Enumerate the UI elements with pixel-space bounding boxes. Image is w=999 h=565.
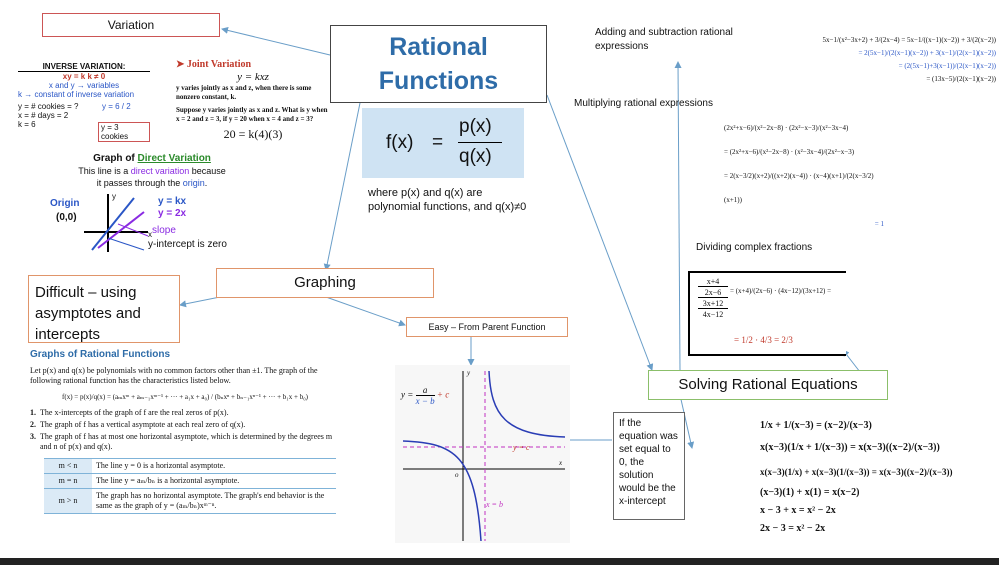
equation-work-line: x − 3 + x = x² − 2x <box>760 505 836 516</box>
graphs-rf-intro: Let p(x) and q(x) be polynomials with no common factors other than ±1. The graph of the following rational function has the characteristics listed below. <box>30 366 318 385</box>
title-line2: Functions <box>378 67 499 95</box>
inverse-line2: k → constant of inverse variation <box>18 90 135 99</box>
mult-work-line: = 1 <box>874 220 884 228</box>
equations-box <box>648 370 888 400</box>
divide-step2: = 1/2 · 4/3 = 2/3 <box>734 335 793 345</box>
direct-axis-x: x <box>148 230 152 239</box>
joint-text1: y varies jointly as x and z, when there is some nonzero constant, k. <box>176 84 312 101</box>
direct-eq1: y = kx <box>158 196 187 207</box>
direct-origin-label: Origin <box>50 198 80 209</box>
divide-den-top: 3x+12 <box>698 299 728 309</box>
asymptote-table <box>44 458 336 514</box>
intercept-note-box <box>613 412 685 520</box>
add-work-line: = 2(5x−1)/(2(x−1)(x−2)) + 3(x−1)/(2(x−1)(x−2)) <box>858 49 996 57</box>
divide-work <box>688 271 846 356</box>
direct-line2c: . <box>204 178 208 188</box>
equation-work-line: x(x−3)(1/x + 1/(x−3)) = x(x−3)((x−2)/(x−3)) <box>760 442 940 453</box>
parent-origin-label: o <box>455 471 459 479</box>
mult-work-line: = 2(x−3/2)(x+2)/((x+2)(x−4)) · (x−4)(x+1)/(2(x−3/2)(x+1)) <box>724 172 874 204</box>
equation-work-line: x(x−3)(1/x) + x(x−3)(1/(x−3)) = x(x−3)((x−2)/(x−3)) <box>760 467 953 477</box>
equations-label: Solving Rational Equations <box>678 376 858 393</box>
direct-title-a: Graph of <box>93 153 138 164</box>
intercept-note: If the equation was set equal to 0, the solution would be the x-intercept <box>619 418 678 507</box>
variation-box <box>42 13 220 37</box>
graphs-rf-item-text: The graph of f has a vertical asymptote at each real zero of q(x). <box>40 420 246 429</box>
add-work-line: = (2(5x−1)+3(x−1))/(2(x−1)(x−2)) <box>898 62 996 70</box>
formula-num: p(x) <box>459 116 492 137</box>
direct-slope: slope <box>152 225 176 236</box>
direct-axis-y: y <box>112 192 116 201</box>
formula-den: q(x) <box>459 146 492 167</box>
graphs-rf-item-text: The graph of f has at most one horizontal asymptote, which is determined by the degrees m and n of p(x) and q(x). <box>40 432 333 451</box>
variation-label: Variation <box>107 18 155 32</box>
direct-origin-point: (0,0) <box>56 212 77 223</box>
equation-work-line: (x−3)(1) + x(1) = x(x−2) <box>760 487 860 498</box>
direct-eq2: y = 2x <box>158 208 187 219</box>
table-desc: The line y = aₘ/bₙ is a horizontal asymptote. <box>92 474 336 489</box>
divide-step1: = (x+4)/(2x−6) · (4x−12)/(3x+12) = <box>730 287 832 295</box>
table-cond: m < n <box>44 459 92 474</box>
add-work-line: 5x−1/(x²−3x+2) + 3/(2x−4) = 5x−1/((x−1)(x−2)) + 3/(2(x−2)) <box>822 36 996 44</box>
graphs-rf-panel <box>30 348 340 558</box>
formula-eq: = <box>432 132 444 153</box>
graphing-box <box>216 268 434 298</box>
curve-right-branch <box>489 371 565 437</box>
equation-work-line: 2x − 3 = x² − 2x <box>760 523 826 534</box>
inverse-ex3: k = 6 <box>18 120 36 129</box>
parent-eq-a: y = <box>401 389 416 400</box>
table-row <box>44 474 336 489</box>
add-sub-label: Adding and subtraction rational expressions <box>595 27 733 52</box>
graphs-rf-item-1: 1. The x-intercepts of the graph of f are the real zeros of p(x). <box>30 408 229 417</box>
joint-heading: Joint Variation <box>186 59 252 70</box>
table-desc: The line y = 0 is a horizontal asymptote. <box>92 459 336 474</box>
link-variation <box>222 29 330 55</box>
difficult-box <box>28 275 180 343</box>
inverse-heading: INVERSE VARIATION: <box>18 62 150 72</box>
inverse-formula: xy = k k ≠ 0 <box>62 72 106 81</box>
divide-den-bot: 4x−12 <box>702 310 724 319</box>
direct-line1c: because <box>189 166 226 176</box>
graphing-label: Graphing <box>294 274 356 291</box>
parent-graph-panel <box>395 365 570 543</box>
direct-line1b: direct variation <box>130 166 190 176</box>
formula-box <box>362 108 524 178</box>
mult-work-line: (2x²+x−6)/(x²−2x−8) · (2x²−x−3)/(x²−3x−4) <box>724 124 849 132</box>
divide-label: Dividing complex fractions <box>696 242 813 253</box>
link-graphing <box>326 103 360 270</box>
inverse-line1: x and y → variables <box>48 81 120 90</box>
inverse-ex1: y = # cookies = ? <box>18 102 79 111</box>
graphs-rf-item-2: 2. The graph of f has a vertical asymptote at each real zero of q(x). <box>30 420 246 429</box>
vasym-label: x = b <box>486 500 503 509</box>
inverse-answer: y = 3 cookies <box>98 122 150 142</box>
curve-left-branch <box>403 441 481 541</box>
graphs-rf-item-3: 3. The graph of f has at most one horizontal asymptote, which is determined by the degrees m and n of p(x) and q(x). <box>30 432 340 452</box>
table-cond: m = n <box>44 474 92 489</box>
add-work-line: = (13x−5)/(2(x−1)(x−2)) <box>926 75 996 83</box>
direct-line2a: it passes through the <box>96 178 183 188</box>
mult-work <box>724 116 884 236</box>
direct-title-b: Direct Variation <box>137 153 211 164</box>
yint-pointer <box>108 238 144 250</box>
parent-eq-num: a <box>416 385 435 396</box>
title-box <box>330 25 547 103</box>
inverse-work: y = 6 / 2 <box>102 102 131 111</box>
add-work <box>770 34 996 86</box>
graphs-rf-fx: f(x) = p(x)/q(x) = (aₘxᵐ + aₘ₋₁xᵐ⁻¹ + ··· + a₁x + a₀) / (bₙxⁿ + bₙ₋₁xⁿ⁻¹ + ··· + b₁x + b₀) <box>62 393 308 401</box>
direct-line2b: origin <box>182 178 205 188</box>
title-line1: Rational <box>389 33 488 61</box>
joint-formula: y = kxz <box>237 71 269 83</box>
divide-num-bot: 2x−6 <box>698 288 728 298</box>
parent-y-label: y <box>467 369 471 377</box>
arrow-bullet-icon: ➤ <box>176 59 187 70</box>
divide-num-top: x+4 <box>698 277 728 287</box>
inverse-variation-card <box>18 62 150 142</box>
joint-variation-card <box>176 58 330 144</box>
hasym-label: y = c <box>513 443 530 452</box>
formula-bar <box>458 142 502 143</box>
graphs-rf-item-text: The x-intercepts of the graph of f are the real zeros of p(x). <box>40 408 229 417</box>
mult-work-line: = (2x²+x−6)/(x²−2x−8) · (x²−3x−4)/(2x²−x−3) <box>724 148 855 156</box>
parent-eq <box>401 385 449 406</box>
equation-work-line: 1/x + 1/(x−3) = (x−2)/(x−3) <box>760 420 872 431</box>
table-cond: m > n <box>44 489 92 514</box>
definition-text: where p(x) and q(x) are polynomial functions, and q(x)≠0 <box>368 187 527 213</box>
parent-eq-den: x − b <box>415 396 435 406</box>
direct-yint: y-intercept is zero <box>148 239 227 250</box>
easy-label: Easy – From Parent Function <box>428 322 546 332</box>
direct-variation-card <box>48 152 256 256</box>
equation-work <box>760 416 996 538</box>
joint-text2: Suppose y varies jointly as x and z. What is y when x = 2 and z = 3, if y = 20 when x = 4 and z = 3? <box>176 106 328 123</box>
joint-eq: 20 = k(4)(3) <box>223 127 283 141</box>
inverse-ex2: x = # days = 2 <box>18 111 69 120</box>
bottom-bar <box>0 558 999 565</box>
link-easy <box>326 297 405 325</box>
table-desc: The graph has no horizontal asymptote. The graph's end behavior is the same as the graph of y = (aₘ/bₙ)xᵐ⁻ⁿ. <box>92 489 336 514</box>
link-difficult <box>180 297 220 305</box>
parent-x-label: x <box>559 459 563 467</box>
direct-line1a: This line is a <box>78 166 131 176</box>
difficult-label: Difficult – using asymptotes and intercepts <box>35 284 141 343</box>
easy-box <box>406 317 568 337</box>
table-row <box>44 489 336 514</box>
table-row <box>44 459 336 474</box>
graphs-rf-heading: Graphs of Rational Functions <box>30 349 171 360</box>
parent-eq-c: + c <box>436 389 450 400</box>
multiply-label: Multiplying rational expressions <box>574 98 713 109</box>
formula-lhs: f(x) <box>386 132 414 153</box>
